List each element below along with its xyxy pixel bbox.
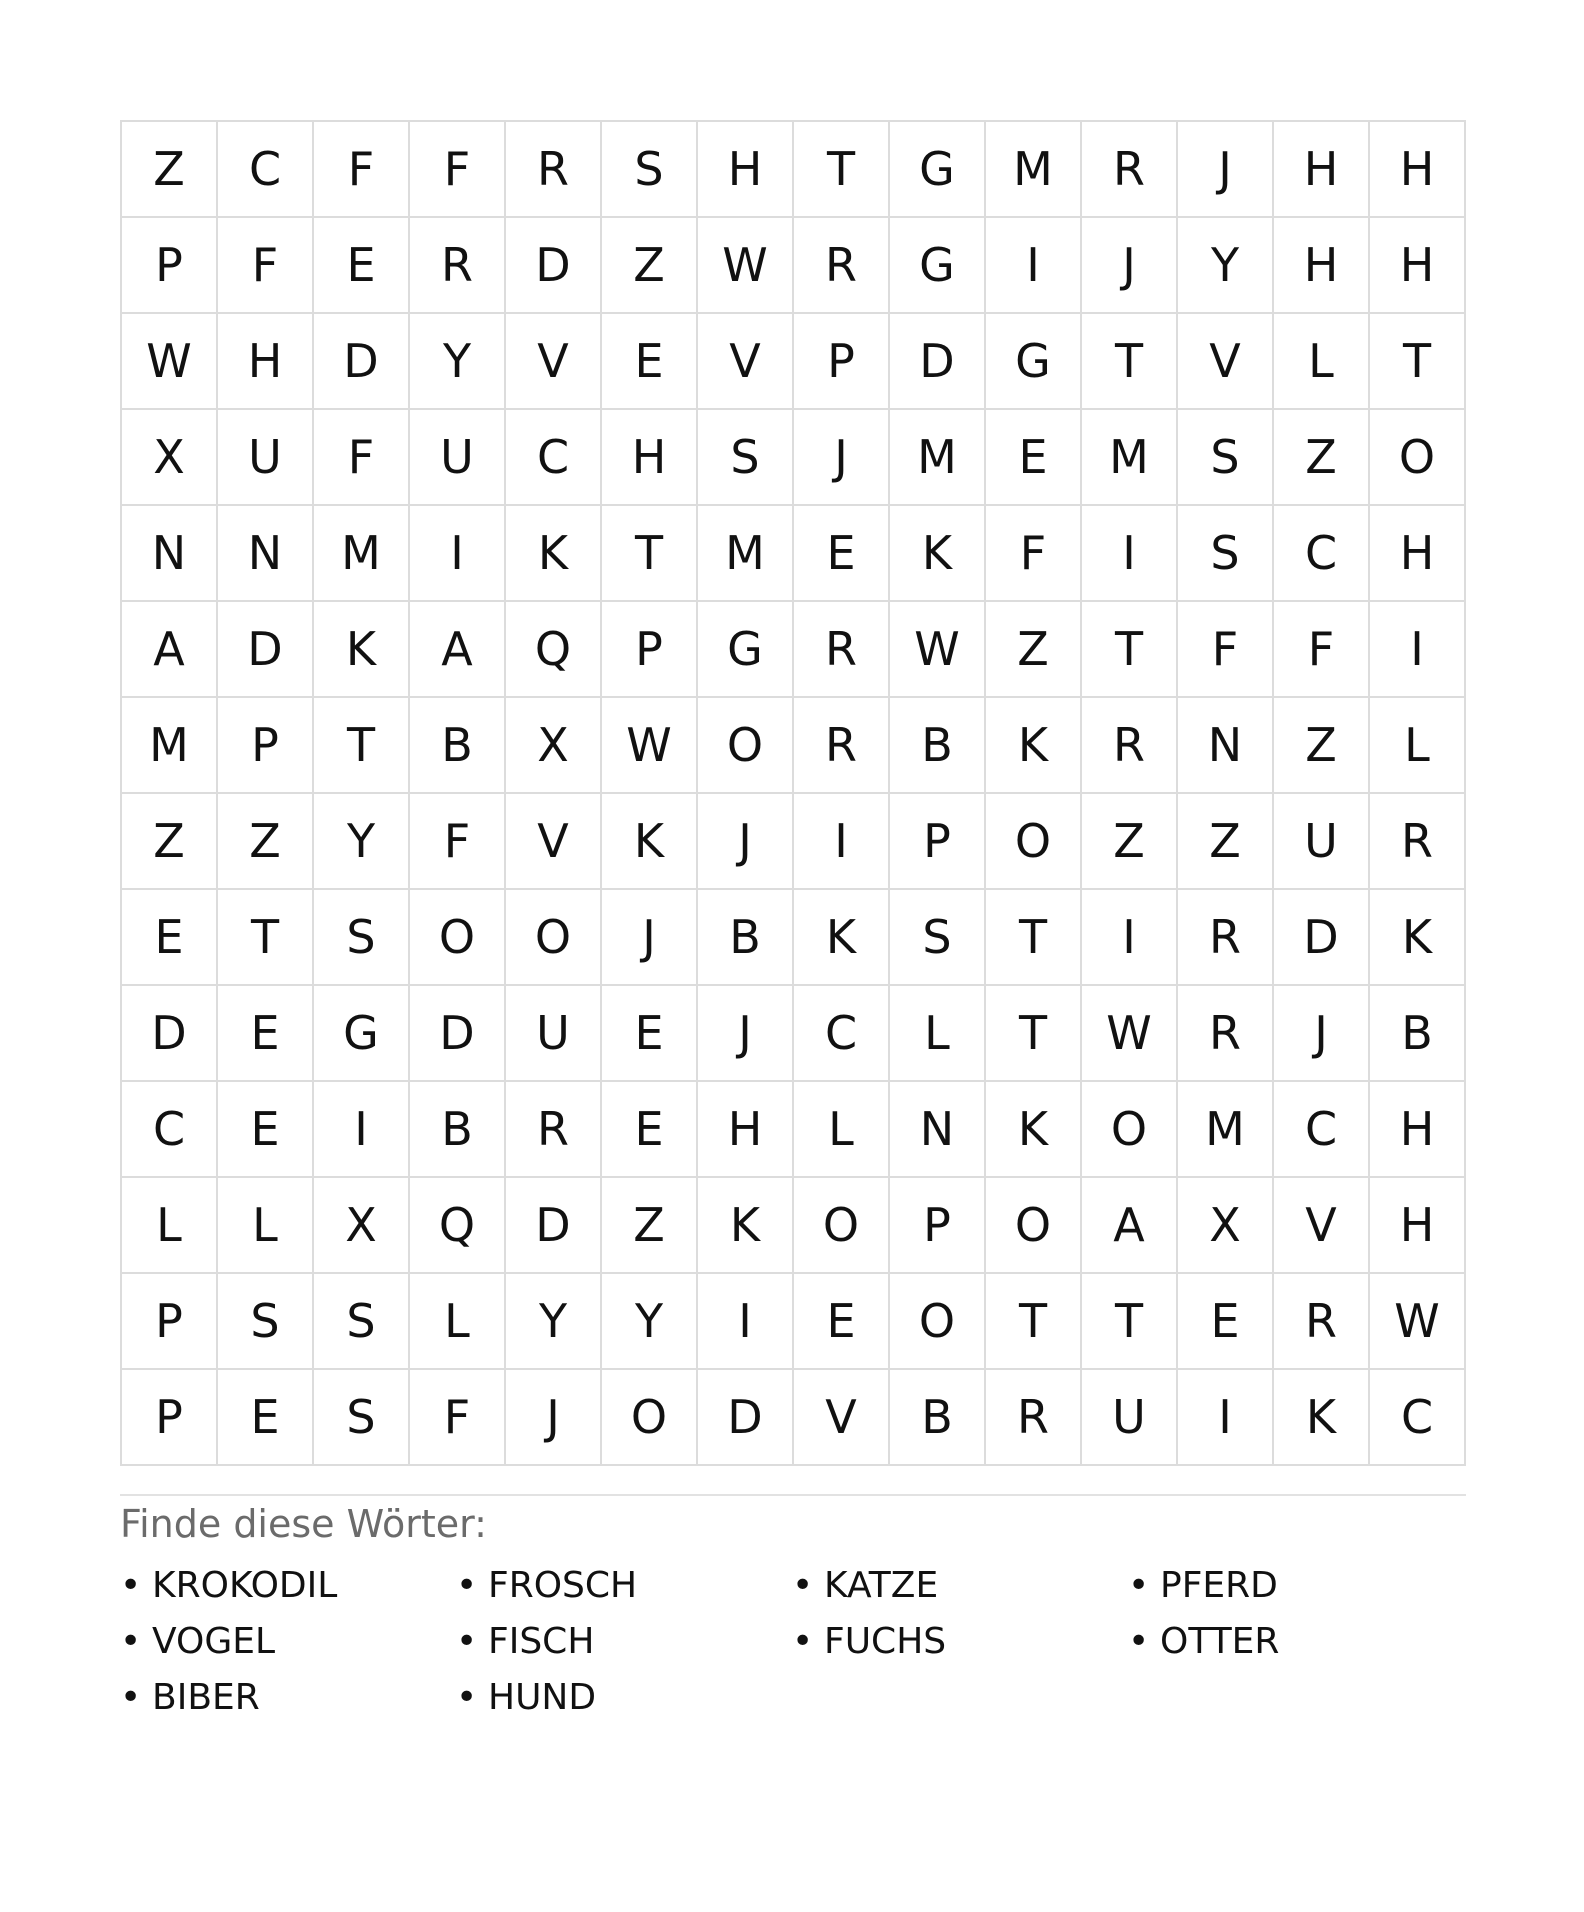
- word-list-heading: Finde diese Wörter:: [120, 1502, 487, 1546]
- grid-cell[interactable]: H: [602, 410, 698, 506]
- grid-cell[interactable]: H: [218, 314, 314, 410]
- word-label: FROSCH: [488, 1565, 638, 1606]
- grid-cell[interactable]: T: [986, 1274, 1082, 1370]
- grid-cell[interactable]: I: [986, 218, 1082, 314]
- grid-cell[interactable]: P: [602, 602, 698, 698]
- grid-cell[interactable]: G: [314, 986, 410, 1082]
- bullet-icon: •: [120, 1621, 142, 1662]
- grid-cell[interactable]: T: [602, 506, 698, 602]
- grid-cell[interactable]: R: [506, 1082, 602, 1178]
- grid-cell[interactable]: V: [698, 314, 794, 410]
- grid-cell[interactable]: T: [986, 986, 1082, 1082]
- bullet-icon: •: [120, 1677, 142, 1718]
- grid-cell[interactable]: S: [314, 1370, 410, 1466]
- grid-cell[interactable]: W: [890, 602, 986, 698]
- grid-cell[interactable]: G: [890, 218, 986, 314]
- grid-cell[interactable]: Y: [314, 794, 410, 890]
- grid-cell[interactable]: E: [1178, 1274, 1274, 1370]
- grid-cell[interactable]: B: [1370, 986, 1466, 1082]
- grid-cell[interactable]: Z: [602, 218, 698, 314]
- grid-cell[interactable]: C: [794, 986, 890, 1082]
- grid-cell[interactable]: Z: [218, 794, 314, 890]
- grid-cell[interactable]: L: [1370, 698, 1466, 794]
- grid-cell[interactable]: F: [410, 1370, 506, 1466]
- grid-cell[interactable]: W: [1370, 1274, 1466, 1370]
- grid-cell[interactable]: I: [698, 1274, 794, 1370]
- grid-cell[interactable]: P: [218, 698, 314, 794]
- grid-cell[interactable]: P: [890, 1178, 986, 1274]
- grid-cell[interactable]: F: [1274, 602, 1370, 698]
- grid-cell[interactable]: E: [794, 506, 890, 602]
- grid-cell[interactable]: K: [794, 890, 890, 986]
- grid-cell[interactable]: L: [890, 986, 986, 1082]
- grid-cell[interactable]: I: [1178, 1370, 1274, 1466]
- grid-cell[interactable]: E: [986, 410, 1082, 506]
- grid-cell[interactable]: J: [698, 794, 794, 890]
- grid-cell[interactable]: Z: [1178, 794, 1274, 890]
- grid-cell[interactable]: M: [1082, 410, 1178, 506]
- word-label: PFERD: [1160, 1565, 1278, 1606]
- grid-cell[interactable]: H: [1274, 122, 1370, 218]
- grid-cell[interactable]: T: [314, 698, 410, 794]
- grid-cell[interactable]: U: [218, 410, 314, 506]
- grid-cell[interactable]: O: [1082, 1082, 1178, 1178]
- word-label: KROKODIL: [152, 1565, 338, 1606]
- grid-cell[interactable]: K: [1274, 1370, 1370, 1466]
- grid-cell[interactable]: Q: [506, 602, 602, 698]
- grid-cell[interactable]: K: [506, 506, 602, 602]
- grid-cell[interactable]: F: [410, 122, 506, 218]
- grid-cell[interactable]: J: [1274, 986, 1370, 1082]
- grid-cell[interactable]: D: [218, 602, 314, 698]
- bullet-icon: •: [456, 1677, 478, 1718]
- grid-cell[interactable]: S: [314, 890, 410, 986]
- grid-cell[interactable]: L: [1274, 314, 1370, 410]
- bullet-icon: •: [792, 1621, 814, 1662]
- grid-cell[interactable]: L: [122, 1178, 218, 1274]
- grid-cell[interactable]: R: [1082, 698, 1178, 794]
- divider: [120, 1494, 1466, 1496]
- grid-cell[interactable]: O: [1370, 410, 1466, 506]
- word-list: [120, 1558, 1464, 1726]
- grid-cell[interactable]: X: [122, 410, 218, 506]
- grid-cell[interactable]: M: [1178, 1082, 1274, 1178]
- grid-cell[interactable]: I: [794, 794, 890, 890]
- grid-cell[interactable]: W: [698, 218, 794, 314]
- grid-cell[interactable]: H: [698, 122, 794, 218]
- grid-cell[interactable]: B: [410, 698, 506, 794]
- word-list-item: [456, 1614, 792, 1670]
- grid-cell[interactable]: E: [122, 890, 218, 986]
- grid-cell[interactable]: H: [1274, 218, 1370, 314]
- grid-cell[interactable]: U: [1082, 1370, 1178, 1466]
- grid-cell[interactable]: E: [602, 1082, 698, 1178]
- grid-cell[interactable]: E: [218, 1370, 314, 1466]
- word-list-item: [792, 1558, 1128, 1614]
- grid-cell[interactable]: F: [314, 122, 410, 218]
- grid-cell[interactable]: R: [1178, 890, 1274, 986]
- grid-cell[interactable]: J: [602, 890, 698, 986]
- grid-cell[interactable]: R: [506, 122, 602, 218]
- grid-cell[interactable]: Z: [1274, 410, 1370, 506]
- grid-cell[interactable]: K: [698, 1178, 794, 1274]
- grid-cell[interactable]: W: [122, 314, 218, 410]
- word-search-grid: [120, 120, 1466, 1466]
- word-list-item: [1128, 1558, 1464, 1614]
- grid-cell[interactable]: E: [314, 218, 410, 314]
- grid-cell[interactable]: R: [794, 698, 890, 794]
- grid-cell[interactable]: O: [986, 1178, 1082, 1274]
- grid-cell[interactable]: Q: [410, 1178, 506, 1274]
- grid-cell[interactable]: R: [1274, 1274, 1370, 1370]
- word-label: OTTER: [1160, 1621, 1280, 1662]
- grid-cell[interactable]: D: [698, 1370, 794, 1466]
- word-label: BIBER: [152, 1677, 260, 1718]
- word-list-item: [792, 1614, 1128, 1670]
- grid-cell[interactable]: M: [890, 410, 986, 506]
- grid-cell[interactable]: E: [602, 314, 698, 410]
- word-label: KATZE: [824, 1565, 939, 1606]
- grid-cell[interactable]: K: [1370, 890, 1466, 986]
- grid-cell[interactable]: Z: [122, 794, 218, 890]
- word-list-item: [120, 1614, 456, 1670]
- grid-cell[interactable]: B: [410, 1082, 506, 1178]
- grid-cell[interactable]: V: [506, 794, 602, 890]
- grid-cell[interactable]: S: [602, 122, 698, 218]
- grid-cell[interactable]: P: [122, 218, 218, 314]
- grid-cell[interactable]: O: [986, 794, 1082, 890]
- grid-cell[interactable]: T: [218, 890, 314, 986]
- bullet-icon: •: [456, 1565, 478, 1606]
- grid-cell[interactable]: S: [1178, 506, 1274, 602]
- grid-cell[interactable]: S: [890, 890, 986, 986]
- grid-cell[interactable]: O: [890, 1274, 986, 1370]
- grid-cell[interactable]: O: [506, 890, 602, 986]
- bullet-icon: •: [792, 1565, 814, 1606]
- grid-cell[interactable]: U: [506, 986, 602, 1082]
- grid-cell[interactable]: U: [410, 410, 506, 506]
- grid-cell[interactable]: D: [314, 314, 410, 410]
- grid-cell[interactable]: D: [506, 218, 602, 314]
- grid-cell[interactable]: Y: [1178, 218, 1274, 314]
- grid-cell[interactable]: W: [1082, 986, 1178, 1082]
- grid-cell[interactable]: R: [1370, 794, 1466, 890]
- word-label: FISCH: [488, 1621, 595, 1662]
- grid-cell[interactable]: G: [698, 602, 794, 698]
- grid-cell[interactable]: N: [218, 506, 314, 602]
- grid-cell[interactable]: E: [602, 986, 698, 1082]
- grid-cell[interactable]: L: [218, 1178, 314, 1274]
- grid-cell[interactable]: X: [1178, 1178, 1274, 1274]
- grid-cell[interactable]: E: [794, 1274, 890, 1370]
- grid-cell[interactable]: Z: [122, 122, 218, 218]
- grid-cell[interactable]: T: [986, 890, 1082, 986]
- grid-cell[interactable]: R: [986, 1370, 1082, 1466]
- grid-cell[interactable]: K: [890, 506, 986, 602]
- grid-cell[interactable]: K: [986, 698, 1082, 794]
- grid-cell[interactable]: M: [122, 698, 218, 794]
- grid-cell[interactable]: J: [1082, 218, 1178, 314]
- grid-cell[interactable]: T: [1082, 1274, 1178, 1370]
- word-label: HUND: [488, 1677, 597, 1718]
- word-label: FUCHS: [824, 1621, 947, 1662]
- grid-cell[interactable]: S: [1178, 410, 1274, 506]
- grid-cell[interactable]: B: [698, 890, 794, 986]
- grid-cell[interactable]: K: [602, 794, 698, 890]
- grid-cell[interactable]: K: [986, 1082, 1082, 1178]
- grid-cell[interactable]: Z: [986, 602, 1082, 698]
- grid-cell[interactable]: B: [890, 698, 986, 794]
- grid-cell[interactable]: H: [1370, 218, 1466, 314]
- grid-cell[interactable]: Y: [506, 1274, 602, 1370]
- bullet-icon: •: [120, 1565, 142, 1606]
- grid-cell[interactable]: H: [698, 1082, 794, 1178]
- bullet-icon: •: [1128, 1621, 1150, 1662]
- grid-cell[interactable]: D: [1274, 890, 1370, 986]
- grid-cell[interactable]: F: [410, 794, 506, 890]
- grid-cell[interactable]: Y: [410, 314, 506, 410]
- grid-cell[interactable]: R: [1082, 122, 1178, 218]
- grid-cell[interactable]: C: [1274, 506, 1370, 602]
- grid-cell[interactable]: J: [698, 986, 794, 1082]
- grid-cell[interactable]: O: [794, 1178, 890, 1274]
- grid-cell[interactable]: I: [1082, 890, 1178, 986]
- grid-cell[interactable]: S: [218, 1274, 314, 1370]
- grid-cell[interactable]: H: [1370, 506, 1466, 602]
- grid-cell[interactable]: P: [122, 1370, 218, 1466]
- grid-cell[interactable]: C: [218, 122, 314, 218]
- grid-cell[interactable]: C: [122, 1082, 218, 1178]
- grid-cell[interactable]: A: [1082, 1178, 1178, 1274]
- grid-cell[interactable]: D: [506, 1178, 602, 1274]
- grid-cell[interactable]: K: [314, 602, 410, 698]
- grid-cell[interactable]: C: [1370, 1370, 1466, 1466]
- word-list-item: [456, 1558, 792, 1614]
- grid-cell[interactable]: R: [1178, 986, 1274, 1082]
- grid-cell[interactable]: P: [890, 794, 986, 890]
- grid-cell[interactable]: N: [122, 506, 218, 602]
- grid-cell[interactable]: Z: [602, 1178, 698, 1274]
- bullet-icon: •: [456, 1621, 478, 1662]
- grid-cell[interactable]: Z: [1082, 794, 1178, 890]
- grid-cell[interactable]: D: [122, 986, 218, 1082]
- word-list-item: [456, 1670, 792, 1726]
- grid-cell[interactable]: O: [410, 890, 506, 986]
- grid-cell[interactable]: R: [410, 218, 506, 314]
- word-list-item: [1128, 1614, 1464, 1670]
- grid-cell[interactable]: N: [890, 1082, 986, 1178]
- grid-cell[interactable]: T: [1370, 314, 1466, 410]
- grid-cell[interactable]: J: [1178, 122, 1274, 218]
- grid-cell[interactable]: C: [1274, 1082, 1370, 1178]
- grid-cell[interactable]: F: [986, 506, 1082, 602]
- grid-cell[interactable]: M: [698, 506, 794, 602]
- grid-cell[interactable]: X: [506, 698, 602, 794]
- bullet-icon: •: [1128, 1565, 1150, 1606]
- grid-cell[interactable]: F: [218, 218, 314, 314]
- word-list-item: [120, 1670, 456, 1726]
- grid-cell[interactable]: G: [986, 314, 1082, 410]
- grid-cell[interactable]: T: [794, 122, 890, 218]
- grid-cell[interactable]: Y: [602, 1274, 698, 1370]
- grid-cell[interactable]: L: [794, 1082, 890, 1178]
- grid-cell[interactable]: R: [794, 218, 890, 314]
- grid-cell[interactable]: F: [314, 410, 410, 506]
- grid-cell[interactable]: J: [794, 410, 890, 506]
- grid-cell[interactable]: X: [314, 1178, 410, 1274]
- grid-cell[interactable]: H: [1370, 1082, 1466, 1178]
- grid-cell[interactable]: P: [794, 314, 890, 410]
- grid-cell[interactable]: F: [1178, 602, 1274, 698]
- grid-cell[interactable]: W: [602, 698, 698, 794]
- grid-cell[interactable]: J: [506, 1370, 602, 1466]
- grid-cell[interactable]: I: [314, 1082, 410, 1178]
- grid-cell[interactable]: C: [506, 410, 602, 506]
- grid-cell[interactable]: H: [1370, 1178, 1466, 1274]
- grid-cell[interactable]: V: [1274, 1178, 1370, 1274]
- grid-cell[interactable]: V: [794, 1370, 890, 1466]
- grid-cell[interactable]: A: [122, 602, 218, 698]
- grid-cell[interactable]: M: [314, 506, 410, 602]
- grid-cell[interactable]: O: [602, 1370, 698, 1466]
- grid-cell[interactable]: I: [410, 506, 506, 602]
- grid-cell[interactable]: V: [1178, 314, 1274, 410]
- word-label: VOGEL: [152, 1621, 276, 1662]
- word-list-item: [120, 1558, 456, 1614]
- grid-cell[interactable]: A: [410, 602, 506, 698]
- grid-cell[interactable]: U: [1274, 794, 1370, 890]
- grid-cell[interactable]: V: [506, 314, 602, 410]
- grid-cell[interactable]: H: [1370, 122, 1466, 218]
- grid-cell[interactable]: Z: [1274, 698, 1370, 794]
- grid-cell[interactable]: G: [890, 122, 986, 218]
- grid-cell[interactable]: R: [794, 602, 890, 698]
- grid-cell[interactable]: M: [986, 122, 1082, 218]
- grid-cell[interactable]: I: [1370, 602, 1466, 698]
- grid-cell[interactable]: D: [890, 314, 986, 410]
- grid-cell[interactable]: T: [1082, 602, 1178, 698]
- grid-cell[interactable]: P: [122, 1274, 218, 1370]
- grid-cell[interactable]: I: [1082, 506, 1178, 602]
- grid-cell[interactable]: L: [410, 1274, 506, 1370]
- grid-cell[interactable]: N: [1178, 698, 1274, 794]
- grid-cell[interactable]: E: [218, 986, 314, 1082]
- grid-cell[interactable]: S: [698, 410, 794, 506]
- grid-cell[interactable]: T: [1082, 314, 1178, 410]
- grid-cell[interactable]: D: [410, 986, 506, 1082]
- grid-cell[interactable]: E: [218, 1082, 314, 1178]
- grid-cell[interactable]: O: [698, 698, 794, 794]
- grid-cell[interactable]: S: [314, 1274, 410, 1370]
- grid-cell[interactable]: B: [890, 1370, 986, 1466]
